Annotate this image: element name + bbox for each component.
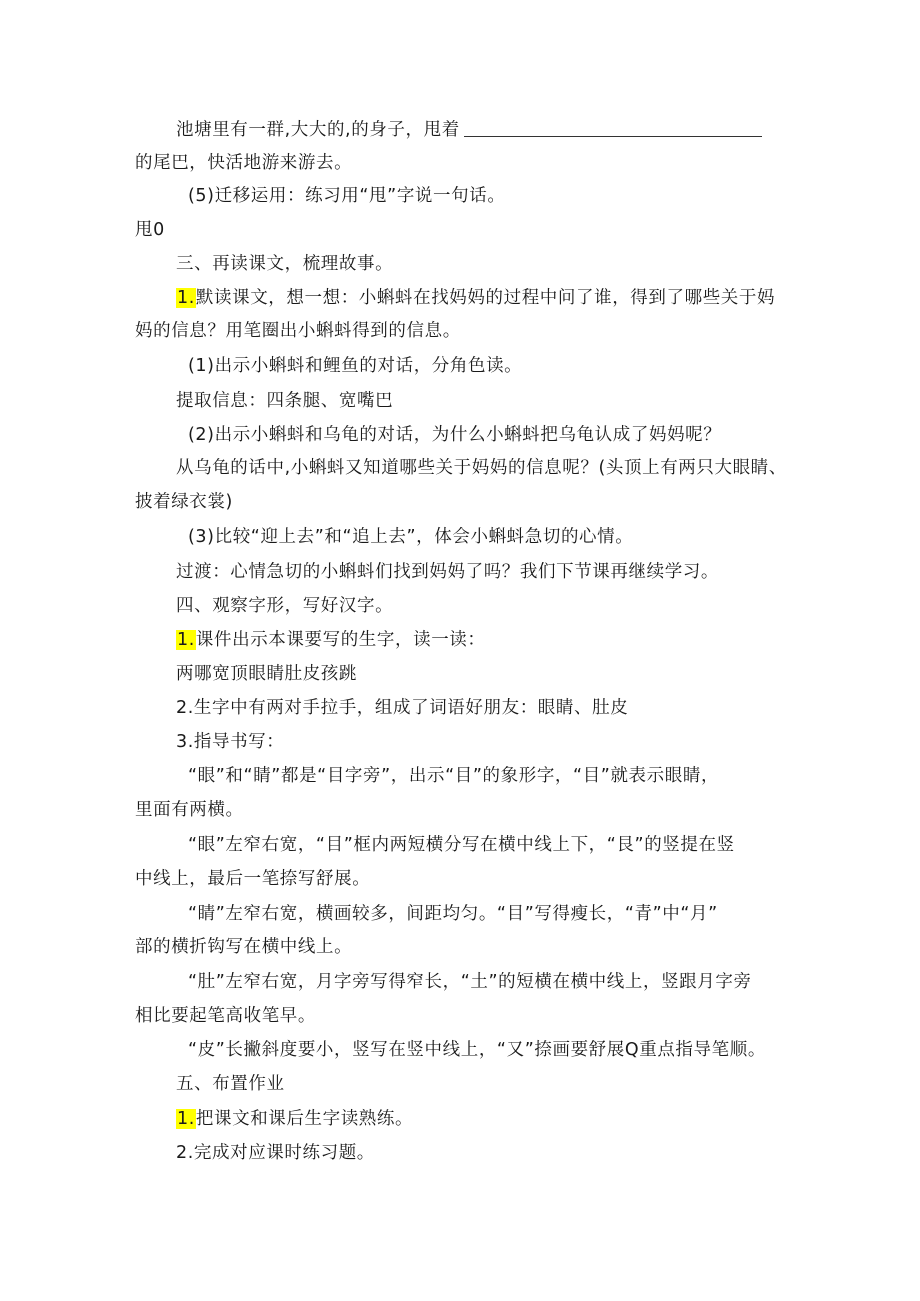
highlighted-number: 1. (177, 288, 195, 308)
text-line: 妈的信息？用笔圈出小蝌蚪得到的信息。 (135, 321, 461, 341)
text-line: (5)迁移运用：练习用“甩”字说一句话。 (188, 186, 506, 206)
text-line: 1.默读课文，想一想：小蝌蚪在找妈妈的过程中问了谁，得到了哪些关于妈 (177, 288, 776, 308)
text-line: (3)比较“迎上去”和“追上去”，体会小蝌蚪急切的心情。 (188, 527, 634, 547)
text-line: 的尾巴，快活地游来游去。 (135, 153, 353, 173)
text-line: “眼”左窄右宽，“目”框内两短横分写在横中线上下，“艮”的竖提在竖 (188, 835, 735, 855)
text-line: (1)出示小蝌蚪和鲤鱼的对话，分角色读。 (188, 356, 523, 376)
text-line: 部的横折钩写在横中线上。 (135, 937, 353, 957)
text-line: 过渡：心情急切的小蝌蚪们找到妈妈了吗？我们下节课再继续学习。 (176, 562, 719, 582)
text-line: “眼”和“睛”都是“目字旁”，出示“目”的象形字，“目”就表示眼睛， (188, 766, 720, 786)
text-line: “皮”长撇斜度要小，竖写在竖中线上，“又”捺画要舒展Q重点指导笔顺。 (188, 1040, 766, 1060)
text-line: 两哪宽顶眼睛肚皮孩跳 (176, 664, 357, 684)
text-line: 2.生字中有两对手拉手，组成了词语好朋友：眼睛、肚皮 (176, 698, 629, 718)
highlighted-number: 1. (177, 1109, 195, 1129)
text-line: 披着绿衣裳) (135, 492, 233, 512)
fill-in-blank (464, 118, 762, 137)
section-heading: 五、布置作业 (176, 1074, 285, 1094)
text-line: 2.完成对应课时练习题。 (176, 1143, 375, 1163)
section-heading: 三、再读课文，梳理故事。 (176, 254, 394, 274)
text-line: 提取信息：四条腿、宽嘴巴 (176, 391, 394, 411)
text-line: “睛”左窄右宽，横画较多，间距均匀。“目”写得瘦长，“青”中“月” (188, 904, 718, 924)
text-line: 里面有两横。 (135, 800, 244, 820)
text-line: 1.课件出示本课要写的生字，读一读： (177, 630, 486, 650)
highlighted-number: 1. (177, 630, 195, 650)
text-line: 相比要起笔高收笔早。 (135, 1006, 316, 1026)
text-line: 3.指导书写： (176, 732, 285, 752)
text-line: 池塘里有一群,大大的,的身子，甩着 (176, 117, 762, 143)
text-line: 中线上，最后一笔捺写舒展。 (135, 869, 371, 889)
text-line: (2)出示小蝌蚪和乌龟的对话，为什么小蝌蚪把乌龟认成了妈妈呢？ (188, 425, 722, 445)
text-line: 从乌龟的话中,小蝌蚪又知道哪些关于妈妈的信息呢？(头顶上有两只大眼睛、 (176, 458, 787, 478)
section-heading: 四、观察字形，写好汉字。 (176, 596, 394, 616)
text-line: “肚”左窄右宽，月字旁写得窄长，“土”的短横在横中线上，竖跟月字旁 (188, 972, 752, 992)
text-line: 1.把课文和课后生字读熟练。 (177, 1109, 414, 1129)
text-line: 甩0 (135, 220, 165, 240)
